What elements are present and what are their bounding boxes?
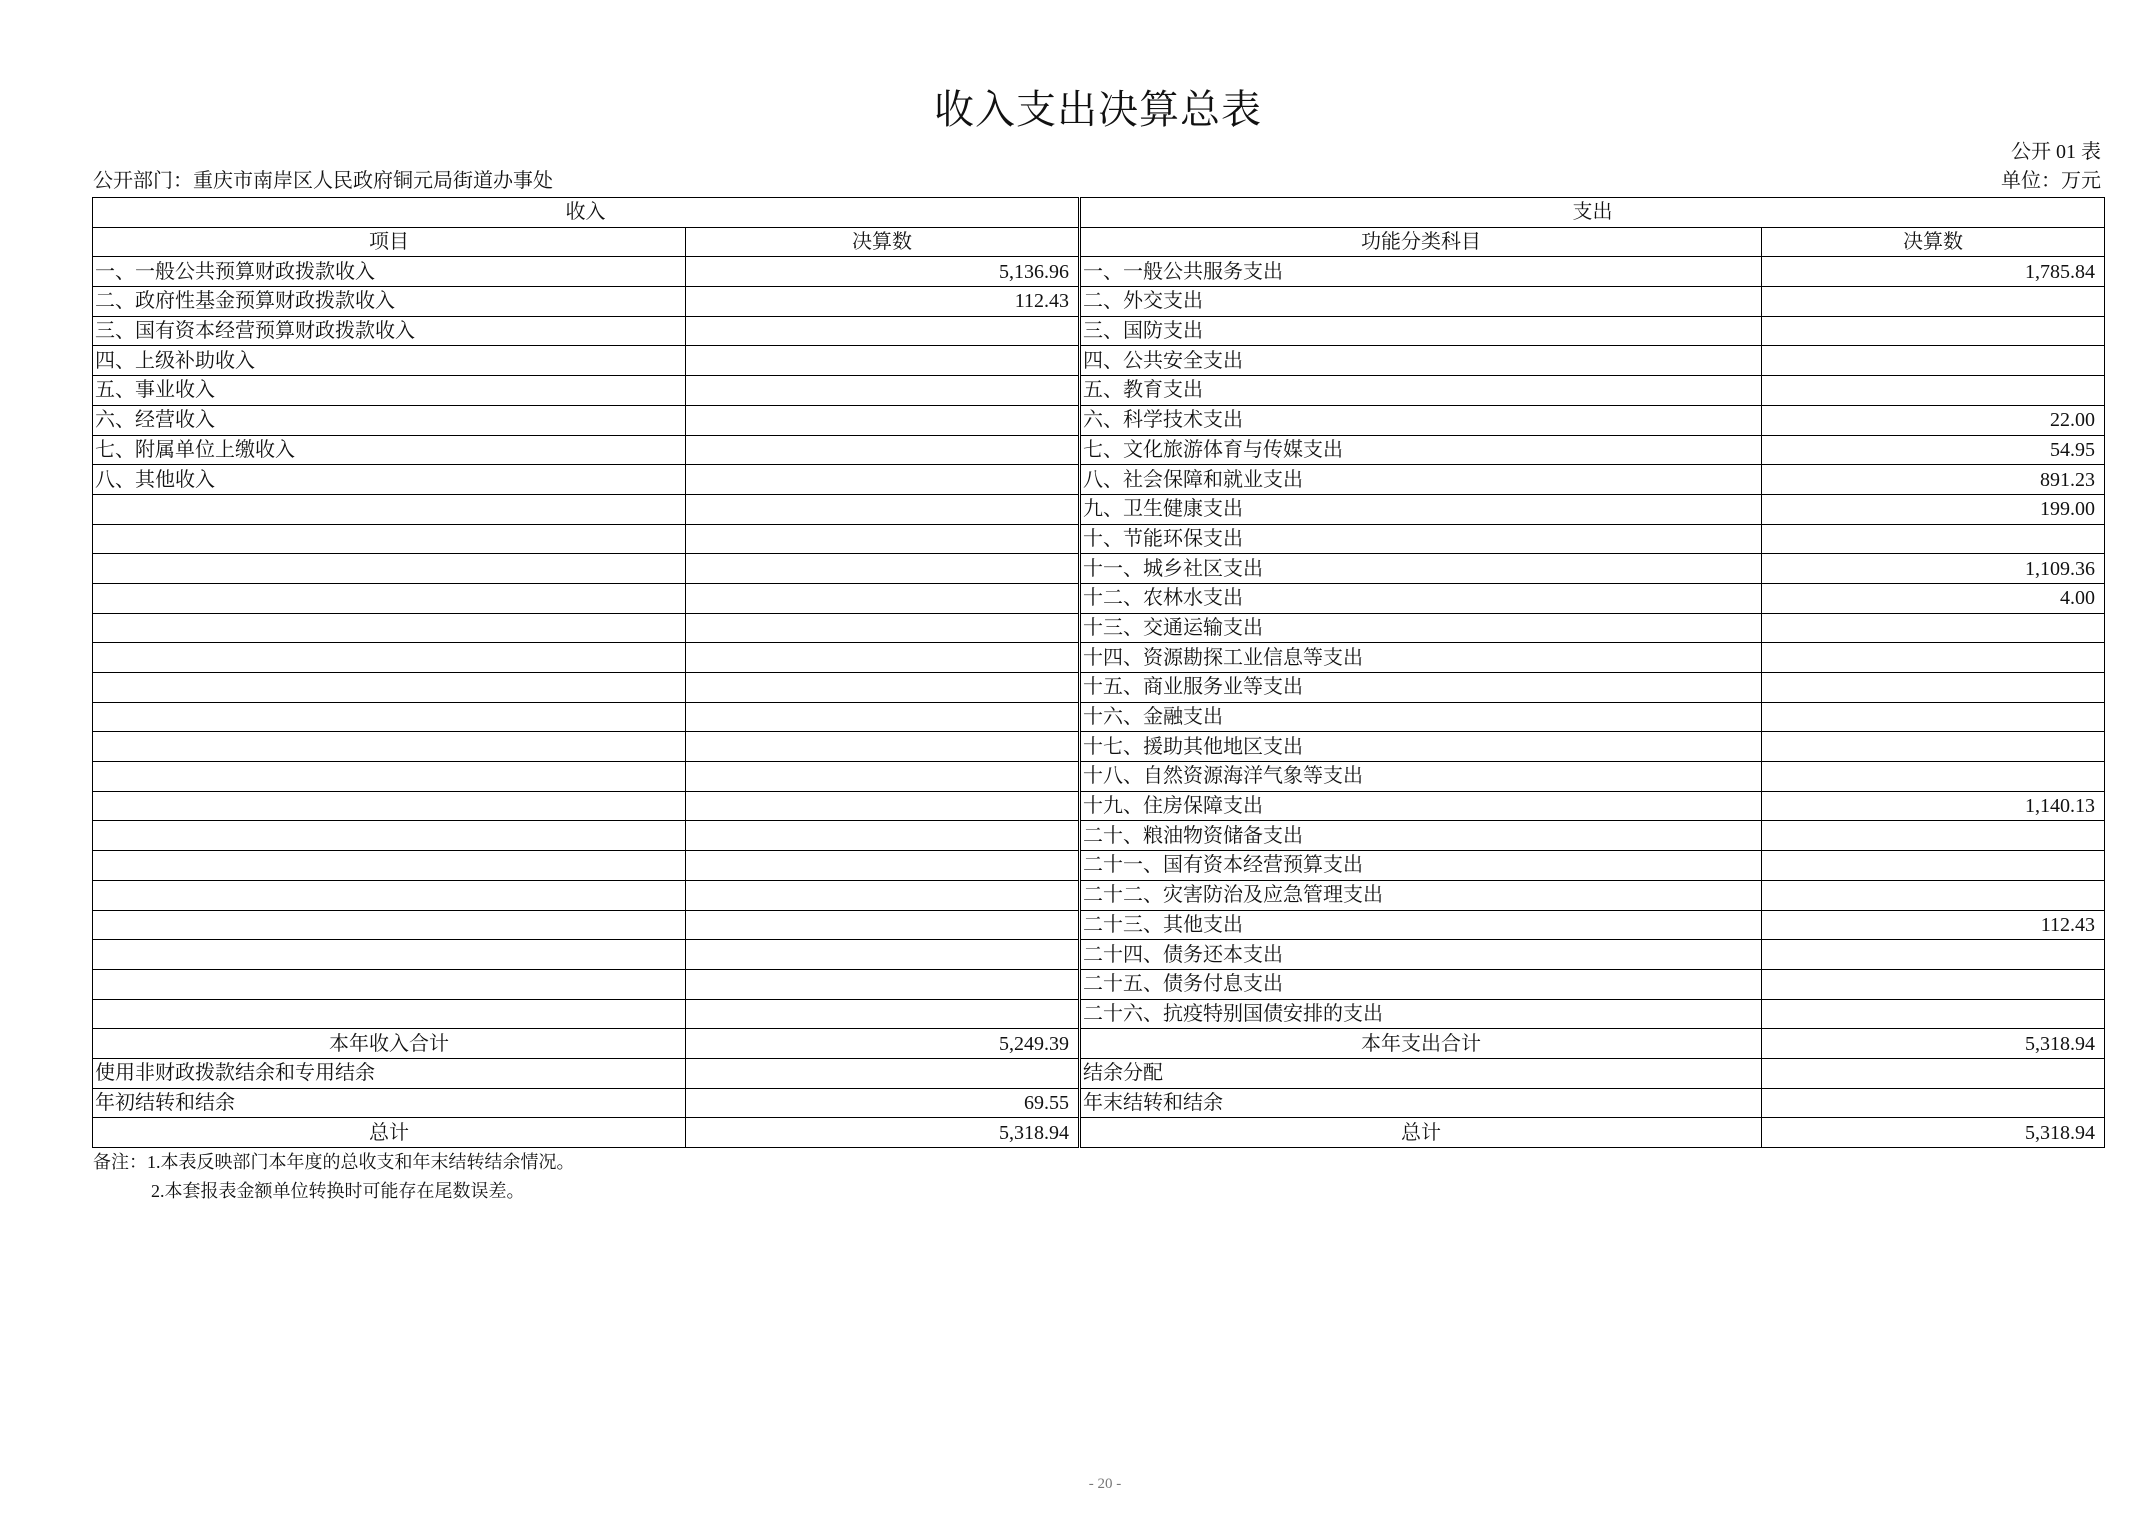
income-item-cell [93, 554, 686, 584]
income-amount-cell [686, 583, 1080, 613]
nonfiscal-value [686, 1058, 1080, 1088]
table-row [93, 821, 2105, 851]
table-row [93, 494, 2105, 524]
income-amount-cell [686, 613, 1080, 643]
nonfiscal-label: 使用非财政拨款结余和专用结余 [93, 1058, 686, 1088]
income-item-cell: 七、附属单位上缴收入 [93, 435, 686, 465]
function-category-column-header: 功能分类科目 [1080, 227, 1762, 257]
expense-amount-cell: 1,140.13 [1762, 791, 2105, 821]
annual-total-row [93, 1029, 2105, 1059]
income-item-cell: 八、其他收入 [93, 465, 686, 495]
income-total-value: 5,249.39 [686, 1029, 1080, 1059]
nonfiscal-balance-row [93, 1058, 2105, 1088]
expense-amount-cell [1762, 673, 2105, 703]
department-label: 公开部门：重庆市南岸区人民政府铜元局街道办事处 [93, 170, 553, 192]
expense-section-header: 支出 [1080, 198, 2105, 228]
income-amount-cell [686, 732, 1080, 762]
table-row [93, 376, 2105, 406]
income-section-header: 收入 [93, 198, 1080, 228]
income-item-cell: 三、国有资本经营预算财政拨款收入 [93, 316, 686, 346]
expense-item-cell: 九、卫生健康支出 [1080, 494, 1762, 524]
expense-total-value: 5,318.94 [1762, 1029, 2105, 1059]
expense-item-cell: 十七、援助其他地区支出 [1080, 732, 1762, 762]
table-row [93, 465, 2105, 495]
income-item-cell [93, 702, 686, 732]
expense-item-cell: 二十六、抗疫特别国债安排的支出 [1080, 999, 1762, 1029]
expense-item-cell: 二十一、国有资本经营预算支出 [1080, 851, 1762, 881]
end-balance-label: 年末结转和结余 [1080, 1088, 1762, 1118]
income-amount-cell [686, 880, 1080, 910]
table-row [93, 613, 2105, 643]
expense-item-cell: 四、公共安全支出 [1080, 346, 1762, 376]
income-item-cell: 六、经营收入 [93, 405, 686, 435]
table-row [93, 435, 2105, 465]
income-amount-cell [686, 762, 1080, 792]
expense-amount-cell [1762, 969, 2105, 999]
income-amount-cell [686, 940, 1080, 970]
income-amount-cell [686, 524, 1080, 554]
table-row [93, 999, 2105, 1029]
income-amount-cell [686, 494, 1080, 524]
header-row-sections [93, 198, 2105, 228]
income-item-cell [93, 821, 686, 851]
table-row [93, 969, 2105, 999]
income-amount-cell [686, 643, 1080, 673]
income-amount-cell [686, 346, 1080, 376]
expense-item-cell: 十、节能环保支出 [1080, 524, 1762, 554]
expense-amount-cell [1762, 287, 2105, 317]
expense-amount-cell: 54.95 [1762, 435, 2105, 465]
income-amount-cell [686, 673, 1080, 703]
income-amount-cell [686, 405, 1080, 435]
expense-amount-cell: 22.00 [1762, 405, 2105, 435]
grand-total-row [93, 1118, 2105, 1148]
table-row [93, 851, 2105, 881]
table-row [93, 673, 2105, 703]
table-row [93, 702, 2105, 732]
income-amount-cell [686, 554, 1080, 584]
income-item-cell: 一、一般公共预算财政拨款收入 [93, 257, 686, 287]
note-line-1: 备注：1.本表反映部门本年度的总收支和年末结转结余情况。 [93, 1152, 575, 1172]
expense-amount-cell [1762, 821, 2105, 851]
income-item-cell [93, 494, 686, 524]
table-row [93, 791, 2105, 821]
income-item-cell: 五、事业收入 [93, 376, 686, 406]
grand-expense-label: 总计 [1080, 1118, 1762, 1148]
item-column-header: 项目 [93, 227, 686, 257]
expense-amount-cell [1762, 702, 2105, 732]
table-row [93, 524, 2105, 554]
income-amount-cell: 5,136.96 [686, 257, 1080, 287]
expense-item-cell: 八、社会保障和就业支出 [1080, 465, 1762, 495]
income-amount-cell [686, 376, 1080, 406]
expense-amount-cell [1762, 940, 2105, 970]
income-amount-cell [686, 821, 1080, 851]
expense-item-cell: 二十、粮油物资储备支出 [1080, 821, 1762, 851]
expense-item-cell: 十一、城乡社区支出 [1080, 554, 1762, 584]
income-item-cell [93, 791, 686, 821]
income-amount-cell [686, 969, 1080, 999]
income-item-cell [93, 969, 686, 999]
table-row [93, 940, 2105, 970]
expense-item-cell: 七、文化旅游体育与传媒支出 [1080, 435, 1762, 465]
expense-item-cell: 六、科学技术支出 [1080, 405, 1762, 435]
expense-amount-cell [1762, 999, 2105, 1029]
income-item-cell [93, 999, 686, 1029]
expense-item-cell: 十二、农林水支出 [1080, 583, 1762, 613]
income-total-label: 本年收入合计 [93, 1029, 686, 1059]
table-row [93, 732, 2105, 762]
expense-amount-column-header: 决算数 [1762, 227, 2105, 257]
expense-amount-cell: 1,109.36 [1762, 554, 2105, 584]
expense-amount-cell [1762, 643, 2105, 673]
table-code: 公开 01 表 [2011, 141, 2101, 163]
income-item-cell [93, 940, 686, 970]
expense-item-cell: 十四、资源勘探工业信息等支出 [1080, 643, 1762, 673]
carryover-row [93, 1088, 2105, 1118]
table-row [93, 287, 2105, 317]
income-item-cell [93, 643, 686, 673]
income-item-cell [93, 613, 686, 643]
income-item-cell [93, 583, 686, 613]
expense-amount-cell: 4.00 [1762, 583, 2105, 613]
table-header [93, 198, 2105, 257]
table-row [93, 257, 2105, 287]
income-amount-cell: 112.43 [686, 287, 1080, 317]
income-item-cell [93, 762, 686, 792]
expense-item-cell: 二十二、灾害防治及应急管理支出 [1080, 880, 1762, 910]
end-balance-value [1762, 1088, 2105, 1118]
distribution-label: 结余分配 [1080, 1058, 1762, 1088]
expense-item-cell: 五、教育支出 [1080, 376, 1762, 406]
expense-item-cell: 三、国防支出 [1080, 316, 1762, 346]
begin-balance-label: 年初结转和结余 [93, 1088, 686, 1118]
expense-amount-cell [1762, 762, 2105, 792]
expense-amount-cell [1762, 851, 2105, 881]
income-item-cell [93, 910, 686, 940]
income-expense-table [92, 197, 2105, 1148]
table-row [93, 554, 2105, 584]
expense-item-cell: 十三、交通运输支出 [1080, 613, 1762, 643]
income-item-cell [93, 732, 686, 762]
income-amount-cell [686, 702, 1080, 732]
table-row [93, 643, 2105, 673]
expense-amount-cell: 199.00 [1762, 494, 2105, 524]
expense-amount-cell [1762, 316, 2105, 346]
expense-amount-cell: 1,785.84 [1762, 257, 2105, 287]
expense-item-cell: 十八、自然资源海洋气象等支出 [1080, 762, 1762, 792]
table-row [93, 583, 2105, 613]
expense-amount-cell [1762, 880, 2105, 910]
header-row-columns [93, 227, 2105, 257]
expense-total-label: 本年支出合计 [1080, 1029, 1762, 1059]
note-line-2: 2.本套报表金额单位转换时可能存在尾数误差。 [151, 1181, 525, 1201]
expense-amount-cell [1762, 376, 2105, 406]
table-body [93, 257, 2105, 1029]
expense-item-cell: 十五、商业服务业等支出 [1080, 673, 1762, 703]
expense-item-cell: 二、外交支出 [1080, 287, 1762, 317]
expense-item-cell: 二十三、其他支出 [1080, 910, 1762, 940]
expense-item-cell: 二十五、债务付息支出 [1080, 969, 1762, 999]
income-item-cell: 四、上级补助收入 [93, 346, 686, 376]
grand-expense-value: 5,318.94 [1762, 1118, 2105, 1148]
expense-amount-cell: 891.23 [1762, 465, 2105, 495]
income-amount-cell [686, 316, 1080, 346]
income-amount-cell [686, 999, 1080, 1029]
page-title: 收入支出决算总表 [934, 87, 1262, 132]
expense-amount-cell [1762, 524, 2105, 554]
table-row [93, 405, 2105, 435]
expense-amount-cell [1762, 732, 2105, 762]
income-amount-cell [686, 465, 1080, 495]
expense-amount-cell [1762, 613, 2105, 643]
page-number: - 20 - [1088, 1476, 1122, 1492]
income-item-cell: 二、政府性基金预算财政拨款收入 [93, 287, 686, 317]
table-row [93, 910, 2105, 940]
table-row [93, 880, 2105, 910]
table-row [93, 762, 2105, 792]
income-amount-cell [686, 910, 1080, 940]
expense-amount-cell [1762, 346, 2105, 376]
income-item-cell [93, 851, 686, 881]
income-amount-cell [686, 851, 1080, 881]
table-summary [93, 1029, 2105, 1148]
distribution-value [1762, 1058, 2105, 1088]
income-item-cell [93, 673, 686, 703]
grand-income-label: 总计 [93, 1118, 686, 1148]
income-item-cell [93, 524, 686, 554]
expense-item-cell: 十六、金融支出 [1080, 702, 1762, 732]
income-amount-cell [686, 435, 1080, 465]
expense-item-cell: 一、一般公共服务支出 [1080, 257, 1762, 287]
expense-item-cell: 十九、住房保障支出 [1080, 791, 1762, 821]
begin-balance-value: 69.55 [686, 1088, 1080, 1118]
expense-item-cell: 二十四、债务还本支出 [1080, 940, 1762, 970]
income-amount-cell [686, 791, 1080, 821]
income-amount-column-header: 决算数 [686, 227, 1080, 257]
table-row [93, 316, 2105, 346]
unit-label: 单位：万元 [2001, 170, 2101, 192]
grand-income-value: 5,318.94 [686, 1118, 1080, 1148]
income-item-cell [93, 880, 686, 910]
table-row [93, 346, 2105, 376]
expense-amount-cell: 112.43 [1762, 910, 2105, 940]
